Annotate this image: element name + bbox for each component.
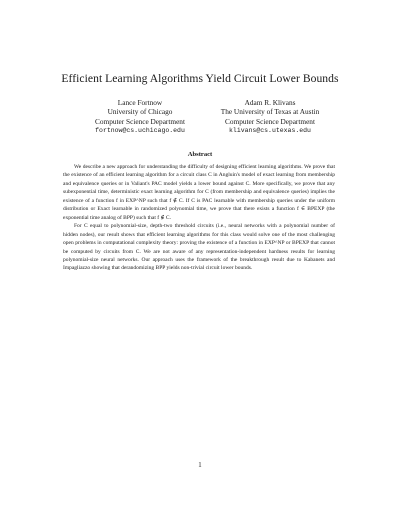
abstract-heading: Abstract (187, 151, 213, 158)
author-block (80, 98, 200, 136)
author-department: Computer Science Department (95, 116, 185, 126)
author-affiliation: University of Chicago (107, 107, 173, 117)
author-department: Computer Science Department (225, 116, 315, 126)
author-email: fortnow@cs.uchicago.edu (95, 127, 185, 135)
author-affiliation: The University of Texas at Austin (220, 107, 320, 117)
author-email: klivans@cs.utexas.edu (229, 127, 311, 135)
paper-title: Efficient Learning Algorithms Yield Circuit Lower Bounds (61, 72, 339, 85)
abstract-paragraph: For C equal to polynomial-size, depth-two threshold circuits (i.e., neural networks with a polynomial number of hidden nodes), our result shows that efficient learning algorithms for this class would solve one of the most challenging open problems in computational complexity theory: proving the existence of a function in EXP^NP or BPEXP that cannot be computed by circuits from C. We are not aware of any representation-independent hardness results for learning polynomial-size neural networks. Our approach uses the framework of the breakthrough result due to Kabanets and Impagliazzo showing that derandomizing BPP yields non-trivial circuit lower bounds. (63, 223, 335, 272)
author-name: Lance Fortnow (117, 98, 163, 107)
abstract-body (63, 163, 335, 273)
author-name: Adam R. Klivans (244, 98, 296, 107)
author-block (205, 98, 335, 136)
page-number: 1 (198, 462, 202, 469)
abstract-paragraph: We describe a new approach for understanding the difficulty of designing efficient learning algorithms. We prove that the existence of an efficient learning algorithm for a circuit class C in Angluin's model of exact learning from membership and equivalence queries or in Valiant's PAC model yields a lower bound against C. More specifically, we prove that any subexponential time, deterministic exact learning algorithm for C (from membership and equivalence queries) implies the existence of a function f in EXP^NP such that f ∉ C. If C is PAC learnable with membership queries under the uniform distribution or Exact learnable in randomized polynomial time, we prove that there exists a function f ∈ BPEXP (the exponential time analog of BPP) such that f ∉ C. (63, 164, 335, 221)
